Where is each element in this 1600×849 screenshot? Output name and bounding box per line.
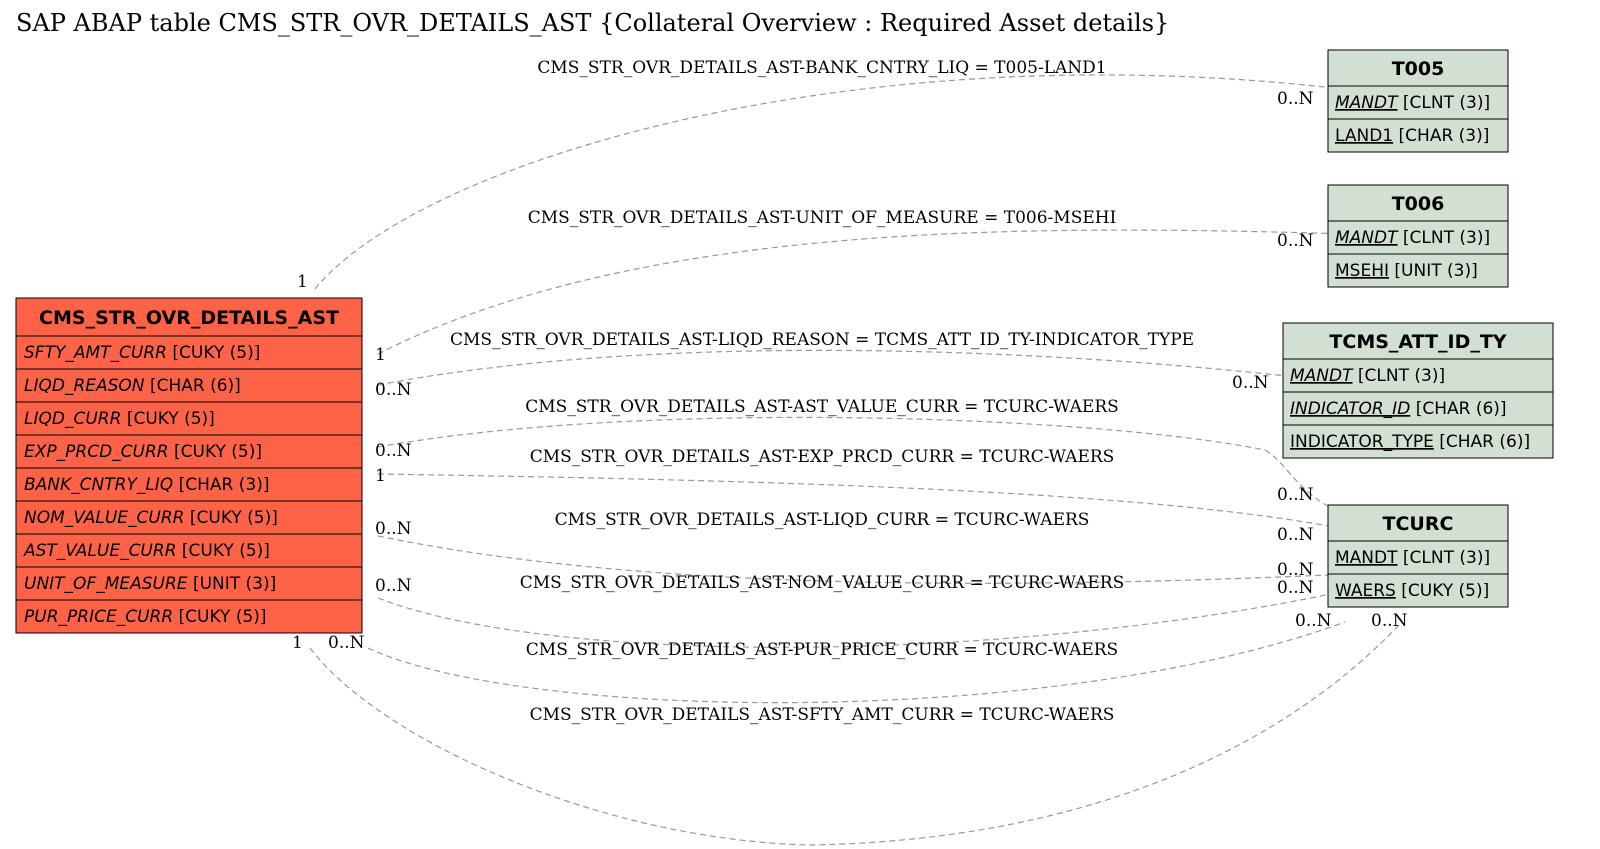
from-cardinality: 0..N [328,633,365,653]
table-t005[interactable] [1328,50,1508,152]
field-name: LIQD_CURR [24,409,122,429]
to-cardinality: 0..N [1232,373,1269,393]
field-row[interactable] [24,376,241,396]
field-row[interactable] [1335,581,1489,601]
relation-label: CMS_STR_OVR_DETAILS_AST-AST_VALUE_CURR = TCURC-WAERS [525,397,1119,417]
field-type: [CHAR (6)] [149,376,241,396]
field-row[interactable] [1335,548,1490,568]
field-name: LAND1 [1335,126,1394,146]
diagram-title: SAP ABAP table CMS_STR_OVR_DETAILS_AST {Collateral Overview : Required Asset details} [16,9,1170,37]
field-row[interactable] [23,541,270,561]
field-type: [CLNT (3)] [1357,366,1446,386]
to-cardinality: 0..N [1295,611,1332,631]
edge-liqd-reason [378,350,1305,385]
table-t006[interactable] [1328,185,1508,287]
field-name: INDICATOR_TYPE [1290,432,1434,452]
field-type: [CUKY (5)] [189,508,278,528]
field-name: AST_VALUE_CURR [24,541,177,561]
field-name: BANK_CNTRY_LIQ [24,475,174,495]
to-cardinality: 0..N [1371,611,1408,631]
field-type: [CUKY (5)] [172,343,261,363]
field-type: [UNIT (3)] [1394,261,1478,281]
to-cardinality: 0..N [1277,89,1314,109]
field-row[interactable] [1335,261,1478,281]
table-cms-str-ovr-details-ast[interactable] [16,298,362,633]
field-row[interactable] [24,409,215,429]
edge-nom-value-curr [378,590,1350,647]
field-row[interactable] [1290,432,1530,452]
field-name: EXP_PRCD_CURR [24,442,169,462]
field-type: [CHAR (3)] [178,475,270,495]
field-name: WAERS [1335,581,1396,601]
from-cardinality: 0..N [375,519,412,539]
table-tcms-att-id-ty[interactable] [1283,323,1553,458]
to-cardinality: 0..N [1277,578,1314,598]
relation-label: CMS_STR_OVR_DETAILS_AST-SFTY_AMT_CURR = TCURC-WAERS [529,705,1115,725]
relationship-labels [450,58,1194,725]
from-cardinality: 1 [297,272,308,292]
field-row[interactable] [24,442,262,462]
edge-pur-price-curr [368,622,1345,703]
field-row[interactable] [1290,366,1445,386]
field-type: [CHAR (3)] [1398,126,1490,146]
table-name: TCMS_ATT_ID_TY [1329,331,1507,353]
to-cardinality: 0..N [1277,560,1314,580]
field-type: [CHAR (6)] [1415,399,1507,419]
relation-label: CMS_STR_OVR_DETAILS_AST-NOM_VALUE_CURR = TCURC-WAERS [519,573,1125,593]
field-row[interactable] [1335,126,1489,146]
field-name: MANDT [1290,366,1353,386]
field-name: LIQD_REASON [24,376,145,396]
table-tcurc[interactable] [1328,505,1508,607]
field-name: PUR_PRICE_CURR [24,607,174,627]
field-type: [CLNT (3)] [1402,548,1491,568]
from-cardinality: 0..N [375,441,412,461]
field-type: [CUKY (5)] [178,607,267,627]
field-type: [CLNT (3)] [1402,228,1491,248]
field-name: MANDT [1335,93,1398,113]
field-name: INDICATOR_ID [1290,399,1411,419]
table-name: T005 [1391,58,1445,80]
from-cardinality: 1 [375,466,386,486]
relation-label: CMS_STR_OVR_DETAILS_AST-PUR_PRICE_CURR = TCURC-WAERS [525,640,1119,660]
from-cardinality: 1 [292,633,303,653]
field-type: [UNIT (3)] [192,574,277,594]
field-name: MANDT [1335,228,1398,248]
field-name: SFTY_AMT_CURR [24,343,167,363]
field-type: [CHAR (6)] [1439,432,1531,452]
field-name: MSEHI [1335,261,1389,281]
edge-bank-cntry-liq [315,75,1350,289]
field-row[interactable] [24,574,276,594]
field-row[interactable] [24,607,267,627]
field-type: [CUKY (5)] [126,409,215,429]
table-name: T006 [1391,193,1445,215]
field-row[interactable] [24,475,269,495]
from-cardinality: 0..N [375,576,412,596]
field-row[interactable] [24,508,278,528]
field-name: UNIT_OF_MEASURE [24,574,188,594]
from-cardinality: 0..N [375,380,412,400]
relation-label: CMS_STR_OVR_DETAILS_AST-LIQD_CURR = TCURC-WAERS [554,510,1090,530]
field-row[interactable] [1335,93,1490,113]
field-type: [CUKY (5)] [174,442,263,462]
field-row[interactable] [24,343,260,363]
from-cardinality: 1 [375,345,386,365]
field-type: [CUKY (5)] [181,541,270,561]
relation-label: CMS_STR_OVR_DETAILS_AST-UNIT_OF_MEASURE = T006-MSEHI [527,208,1117,228]
field-type: [CUKY (5)] [1401,581,1490,601]
to-cardinality: 0..N [1277,485,1314,505]
field-type: [CLNT (3)] [1402,93,1491,113]
relation-label: CMS_STR_OVR_DETAILS_AST-LIQD_REASON = TCMS_ATT_ID_TY-INDICATOR_TYPE [449,330,1195,350]
to-cardinality: 0..N [1277,231,1314,251]
relation-label: CMS_STR_OVR_DETAILS_AST-EXP_PRCD_CURR = TCURC-WAERS [529,447,1115,467]
field-name: NOM_VALUE_CURR [24,508,185,528]
field-row[interactable] [1290,399,1507,419]
field-name: MANDT [1335,548,1398,568]
table-name: CMS_STR_OVR_DETAILS_AST [39,307,339,329]
to-cardinality: 0..N [1277,525,1314,545]
field-row[interactable] [1335,228,1490,248]
relation-label: CMS_STR_OVR_DETAILS_AST-BANK_CNTRY_LIQ = T005-LAND1 [537,58,1107,78]
table-name: TCURC [1382,513,1454,535]
